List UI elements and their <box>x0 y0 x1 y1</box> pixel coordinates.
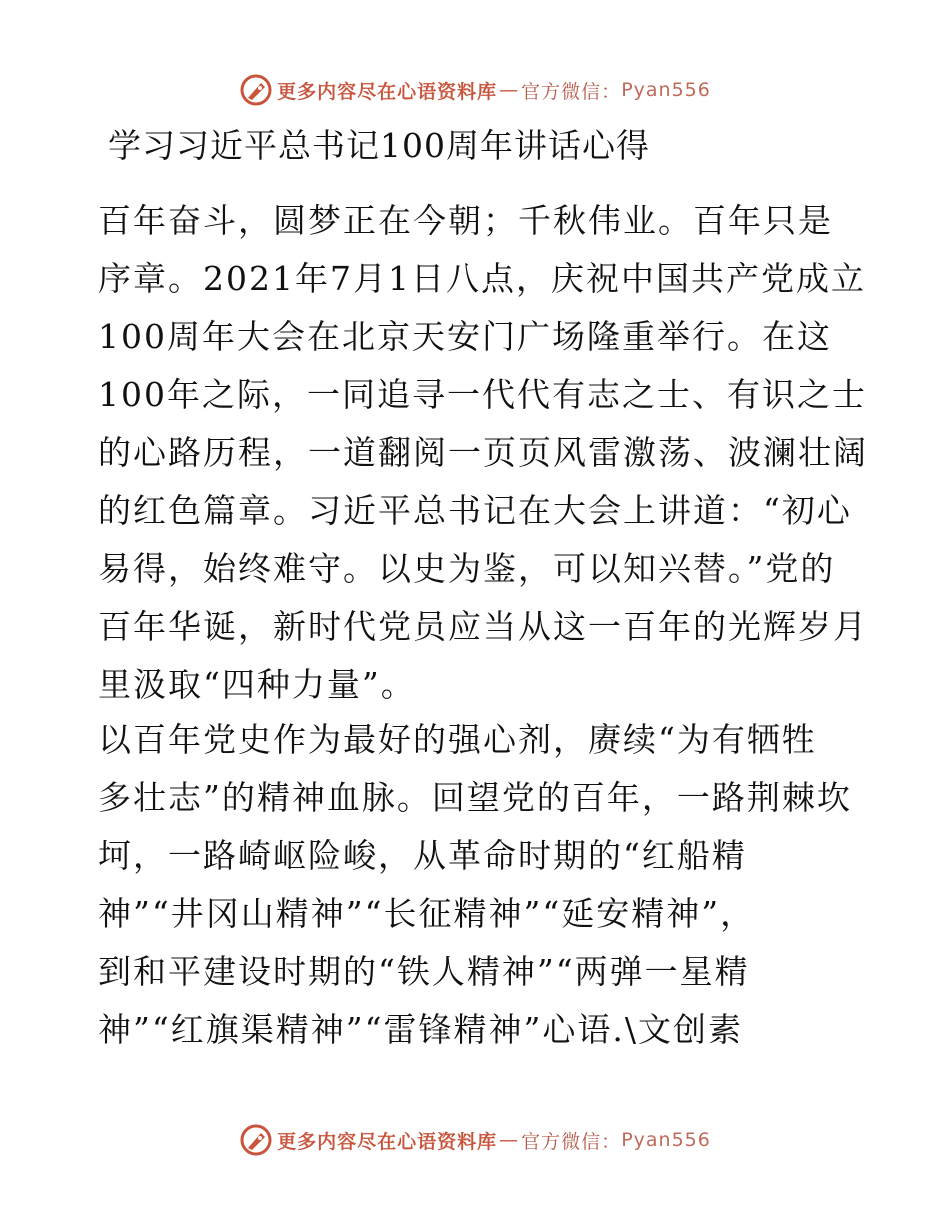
text-line: 序章。2021年7月1日八点，庆祝中国共产党成立 <box>98 259 866 298</box>
watermark-banner-bottom <box>0 1120 950 1160</box>
paragraph-1 <box>98 192 868 714</box>
watermark-text: 更多内容尽在心语资料库 <box>277 1130 498 1153</box>
text-line: 神”“井冈山精神”“长征精神”“延安精神”， <box>98 894 756 933</box>
watermark-wechat-id: Pyan556 <box>621 1129 711 1151</box>
text-line: 百年华诞，新时代党员应当从这一百年的光辉岁月 <box>98 607 868 646</box>
text-line: 易得，始终难守。以史为鉴，可以知兴替。”党的 <box>98 549 836 588</box>
watermark-banner-top <box>0 70 950 110</box>
text-line: 的红色篇章。习近平总书记在大会上讲道：“初心 <box>98 491 852 530</box>
watermark-dash: — <box>499 1129 520 1151</box>
text-line: 神”“红旗渠精神”“雷锋精神”心语.\文创素 <box>98 1010 743 1049</box>
pen-nib-logo-icon <box>239 1123 273 1157</box>
text-line: 100周年大会在北京天安门广场隆重举行。在这 <box>98 317 832 356</box>
text-line: 多壮志”的精神血脉。回望党的百年，一路荆棘坎 <box>98 778 852 817</box>
text-line: 100年之际，一同追寻一代代有志之士、有识之士 <box>98 375 867 414</box>
watermark-wechat-label: 官方微信： <box>521 80 622 103</box>
watermark-dash: — <box>499 79 520 101</box>
text-line: 以百年党史作为最好的强心剂，赓续“为有牺牲 <box>98 720 817 759</box>
watermark-text: 更多内容尽在心语资料库 <box>277 80 498 103</box>
paragraph-2 <box>98 711 858 1059</box>
text-line: 的心路历程，一道翻阅一页页风雷激荡、波澜壮阔 <box>98 433 868 472</box>
watermark-wechat-id: Pyan556 <box>621 79 711 101</box>
text-line: 里汲取“四种力量”。 <box>98 665 416 704</box>
pen-nib-logo-icon <box>239 73 273 107</box>
watermark-wechat-label: 官方微信： <box>521 1130 622 1153</box>
text-line: 百年奋斗，圆梦正在今朝；千秋伟业。百年只是 <box>98 201 833 240</box>
document-title: 学习习近平总书记100周年讲话心得 <box>108 126 650 165</box>
text-line: 坷，一路崎岖险峻，从革命时期的“红船精 <box>98 836 747 875</box>
text-line: 到和平建设时期的“铁人精神”“两弹一星精 <box>98 952 750 991</box>
